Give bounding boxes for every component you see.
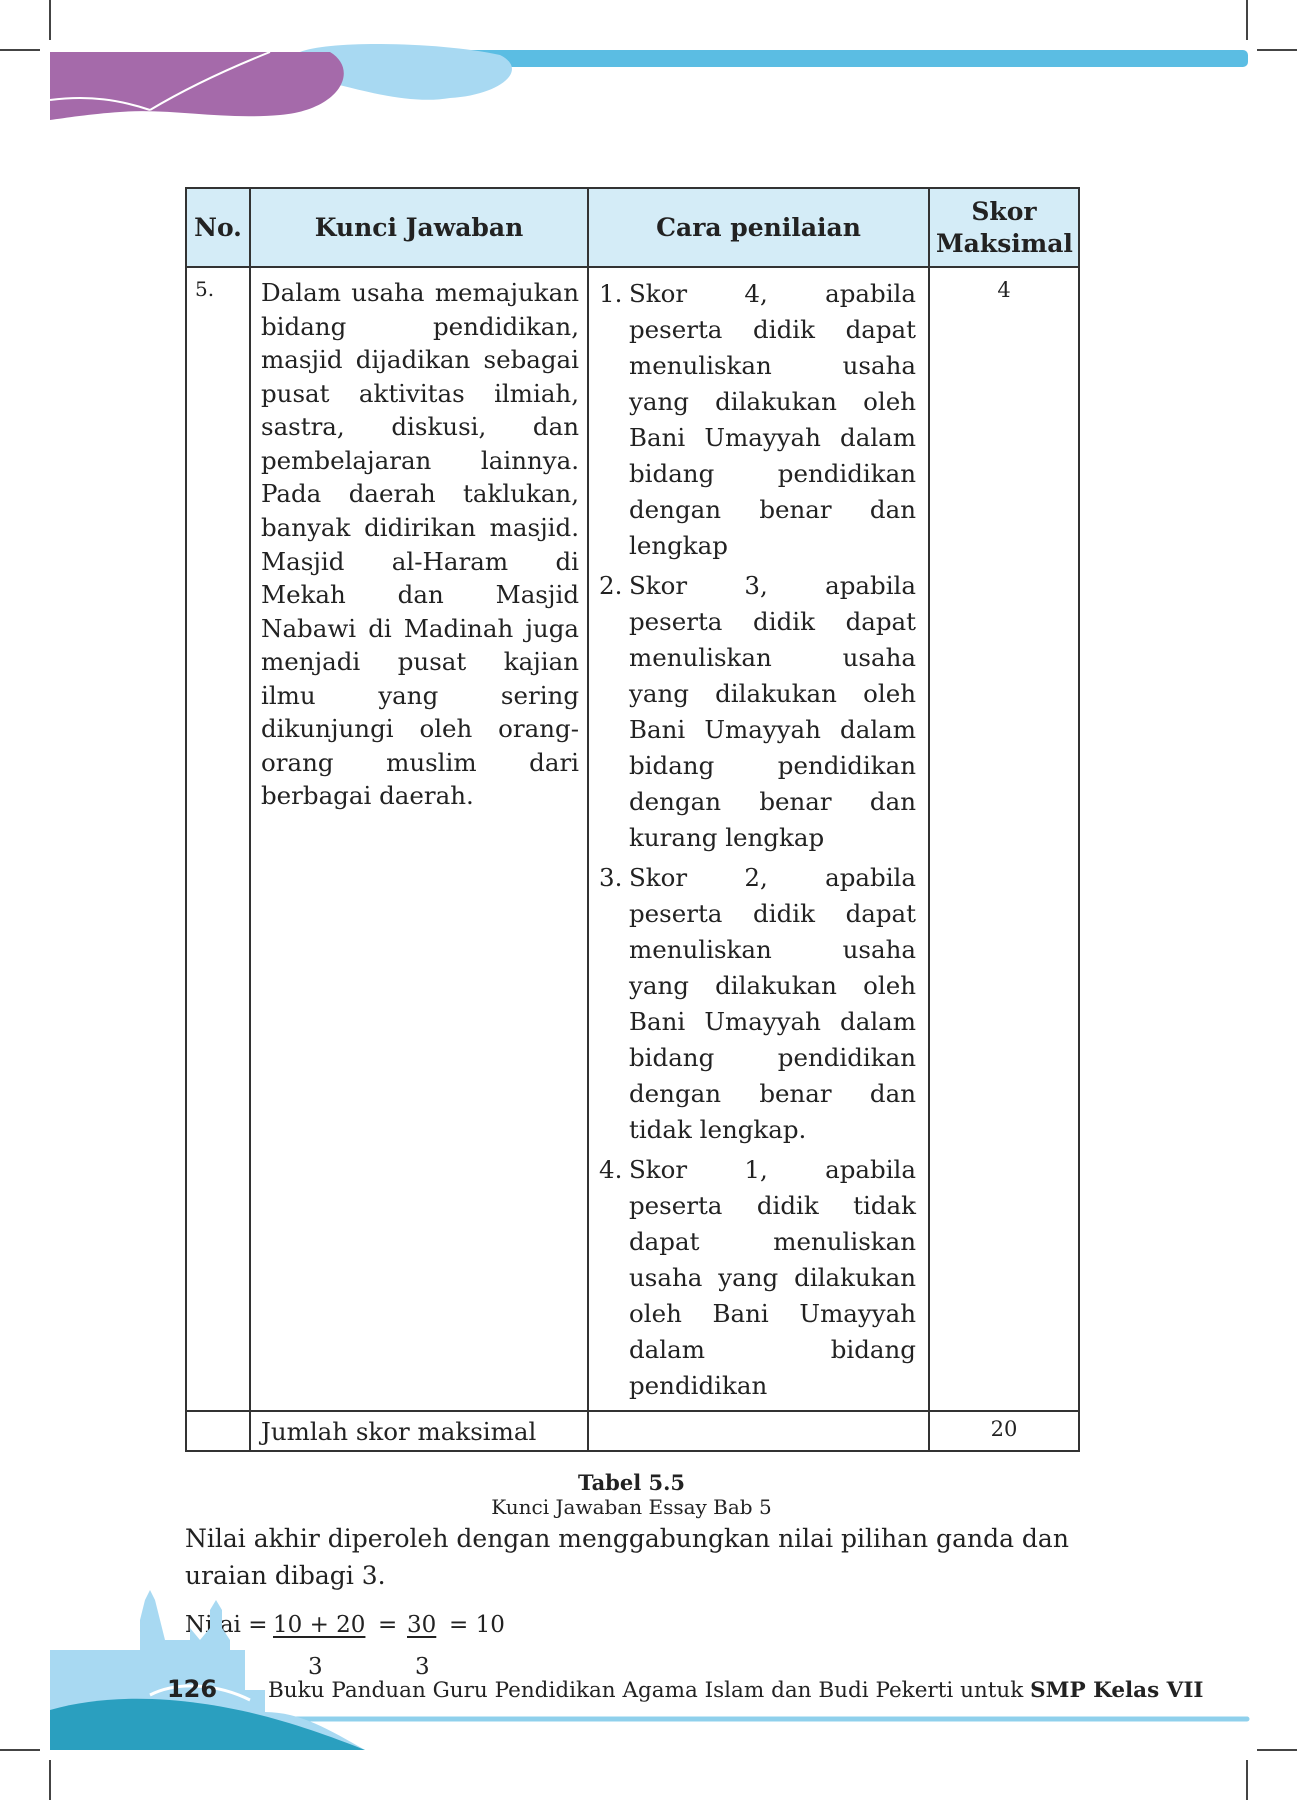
- row-number: 5.: [186, 267, 250, 1411]
- formula-equals-1: =: [378, 1612, 398, 1639]
- criteria-number: 4.: [599, 1155, 623, 1184]
- formula-numerator-1: 10 + 20: [273, 1612, 366, 1639]
- max-score-value: 4: [929, 267, 1079, 1411]
- criteria-item: [599, 568, 918, 856]
- table-row: [186, 267, 1079, 1411]
- caption-text: Kunci Jawaban Essay Bab 5: [491, 1495, 772, 1520]
- formula-denominator-1: 3: [308, 1654, 323, 1681]
- footer-title: [268, 1678, 1203, 1703]
- total-empty-cell: [186, 1411, 250, 1451]
- formula-denominator-2: 3: [415, 1654, 430, 1681]
- page-number: 126: [166, 1675, 218, 1703]
- criteria-number: 1.: [599, 279, 623, 308]
- total-row: [186, 1411, 1079, 1451]
- header-decoration: [0, 0, 1297, 140]
- formula-numerator-2: 30: [407, 1612, 437, 1639]
- criteria-text: Skor 3, apabila peserta didik dapat menuliskan usaha yang dilakukan oleh Bani Umayyah dalam bidang pendidikan dengan benar dan kurang lengkap: [629, 571, 916, 852]
- header-scoring-method: Cara penilaian: [588, 188, 929, 267]
- page-content: [185, 187, 1078, 1692]
- table-header-row: [186, 188, 1079, 267]
- table-caption: [185, 1470, 1078, 1519]
- criteria-item: [599, 860, 918, 1148]
- header-max-score-line2: Maksimal: [936, 228, 1073, 258]
- criteria-item: [599, 276, 918, 564]
- formula-result: = 10: [449, 1612, 505, 1639]
- total-empty-cell: [588, 1411, 929, 1451]
- criteria-item: [599, 1152, 918, 1404]
- criteria-text: Skor 1, apabila peserta didik tidak dapat menuliskan usaha yang dilakukan oleh Bani Umayyah dalam bidang pendidikan: [629, 1155, 916, 1400]
- body-paragraph: Nilai akhir diperoleh dengan menggabungkan nilai pilihan ganda dan uraian dibagi 3.: [185, 1524, 1069, 1590]
- criteria-text: Skor 4, apabila peserta didik dapat menuliskan usaha yang dilakukan oleh Bani Umayyah dalam bidang pendidikan dengan benar dan lengkap: [629, 279, 916, 560]
- answer-key-table: [185, 187, 1080, 1452]
- criteria-text: Skor 2, apabila peserta didik dapat menuliskan usaha yang dilakukan oleh Bani Umayyah dalam bidang pendidikan dengan benar dan tidak lengkap.: [629, 863, 916, 1144]
- footer-title-bold: SMP Kelas VII: [1030, 1678, 1204, 1703]
- formula-label: Nilai =: [185, 1612, 268, 1639]
- answer-key-text: Dalam usaha memajukan bidang pendidikan, masjid dijadikan sebagai pusat aktivitas ilmiah, sastra, diskusi, dan pembelajaran lainnya. Pada daerah taklukan, banyak didirikan masjid. Masjid al-Haram di Mekah dan Masjid Nabawi di Madinah juga menjadi pusat kajian ilmu yang sering dikunjungi oleh orang-orang muslim dari berbagai daerah.: [250, 267, 588, 1411]
- header-max-score: [929, 188, 1079, 267]
- criteria-number: 2.: [599, 571, 623, 600]
- scoring-criteria-cell: [588, 267, 929, 1411]
- total-label: Jumlah skor maksimal: [250, 1411, 588, 1451]
- header-no: No.: [186, 188, 250, 267]
- caption-label: Tabel 5.5: [577, 1469, 686, 1495]
- total-value: 20: [929, 1411, 1079, 1451]
- header-max-score-line1: Skor: [971, 197, 1037, 227]
- footer-title-text: Buku Panduan Guru Pendidikan Agama Islam dan Budi Pekerti untuk: [268, 1678, 1024, 1703]
- criteria-number: 3.: [599, 863, 623, 892]
- header-answer-key: Kunci Jawaban: [250, 188, 588, 267]
- scoring-criteria-list: [599, 276, 918, 1404]
